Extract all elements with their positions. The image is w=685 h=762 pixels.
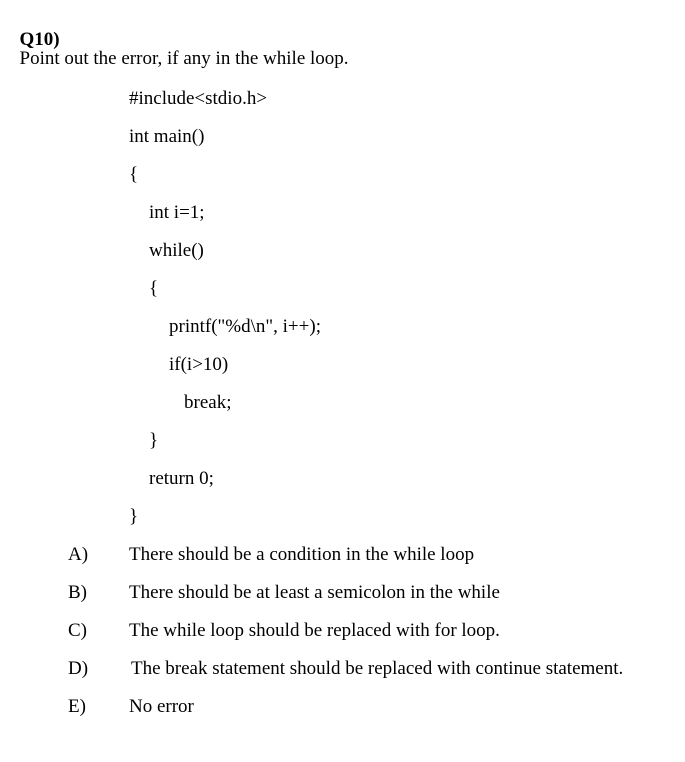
question-number: Q10) <box>19 29 60 50</box>
code-line-break: break; <box>184 392 232 413</box>
option-b-text: There should be at least a semicolon in the while <box>129 582 500 603</box>
option-e-text: No error <box>129 696 194 717</box>
option-a-letter: A) <box>68 544 89 565</box>
question-heading <box>10 11 349 68</box>
option-c-text: The while loop should be replaced with for loop. <box>129 620 500 641</box>
code-line-while: while() <box>149 240 204 261</box>
code-line-while-close: } <box>149 430 159 451</box>
code-line-while-open: { <box>149 278 159 299</box>
option-c-letter: C) <box>68 620 87 641</box>
code-line-declare: int i=1; <box>149 202 205 223</box>
code-line-open-brace: { <box>129 164 139 185</box>
option-a-text: There should be a condition in the while loop <box>129 544 475 565</box>
option-e-letter: E) <box>68 696 86 717</box>
question-text: Point out the error, if any in the while loop. <box>19 48 349 69</box>
code-line-include: #include<stdio.h> <box>129 88 268 109</box>
code-line-printf: printf("%d\n", i++); <box>169 316 321 337</box>
code-line-close-brace: } <box>129 506 139 527</box>
option-b-letter: B) <box>68 582 87 603</box>
code-line-main: int main() <box>129 126 205 147</box>
code-line-return: return 0; <box>149 468 214 489</box>
code-line-if: if(i>10) <box>169 354 229 375</box>
option-d-text: The break statement should be replaced with continue statement. <box>131 658 624 679</box>
option-d-letter: D) <box>68 658 89 679</box>
